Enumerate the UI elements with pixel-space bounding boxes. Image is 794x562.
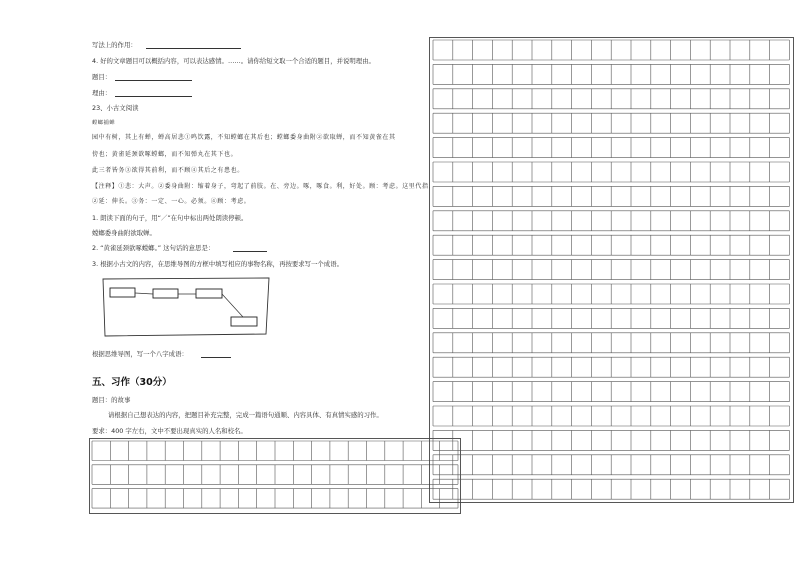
question-4: 4. 好的文章题目可以概括内容，可以表达感情。……。请你给短文取一个合适的题目，并说明理由。 — [92, 57, 375, 65]
essay-grid-right[interactable] — [429, 37, 794, 503]
mind-map-box-1[interactable] — [110, 288, 135, 297]
reason-answer-line[interactable] — [115, 96, 192, 97]
mind-map-box-2[interactable] — [153, 289, 178, 298]
essay-grid-left[interactable] — [89, 438, 461, 514]
classical-title: 螳螂捕蝉 — [92, 120, 116, 126]
classical-line-1: 园中有树，其上有蝉，蝉高居悲①鸣饮露，不知螳螂在其后也；螳螂委身曲附②欲取蝉，而不知黄雀在其 — [92, 134, 396, 141]
reason-label: 理由： — [92, 89, 112, 97]
mind-map-box-4[interactable] — [231, 317, 257, 326]
title-answer-line[interactable] — [115, 80, 192, 81]
classical-line-3: 此三者皆务③欲得其前利，而不顾④其后之有患也。 — [92, 167, 244, 174]
essay-title: 题目：的故事 — [92, 396, 131, 404]
writing-effect-label: 写法上的作用： — [92, 41, 137, 49]
essay-instruction: 请根据自己想表达的内容，把题目补充完整，完成一篇语句通顺、内容具体、有真情实感的习作。 — [108, 411, 383, 419]
classical-line-2: 傍也；黄雀延颈欲啄螳螂，而不知弹丸在其下也。 — [92, 151, 238, 158]
sub-question-1-sentence: 螳螂委身曲附欲取蝉。 — [92, 229, 156, 237]
section-5-heading: 五、习作（30分） — [92, 377, 172, 388]
title-label: 题目： — [92, 73, 112, 81]
question-23: 23、小古文阅读 — [92, 104, 139, 112]
sub-question-3: 3. 根据小古文的内容，在思维导图的方框中填写相应的事物名称，再按要求写一个成语。 — [92, 260, 343, 268]
idiom-prompt: 根据思维导图，写一个八字成语： — [92, 350, 188, 358]
notes-line-1: 【注释】①悲：大声。②委身曲附：缩着身子，弯起了前肢。在、旁边。啄，啄食。利，好处。顾：考虑。这里代指， — [92, 183, 436, 190]
essay-requirement: 要求：400 字左右，文中不要出现真实的人名和校名。 — [92, 427, 247, 435]
idiom-answer-line[interactable] — [201, 357, 231, 358]
mind-map-box-3[interactable] — [196, 289, 222, 298]
sub-question-1: 1. 朗读下面的句子，用“／”在句中标出两处朗读停顿。 — [92, 214, 248, 222]
mind-map — [102, 276, 270, 338]
notes-line-2: ②延：伸长。③务：一定、一心。必须。④顾：考虑。 — [92, 198, 251, 205]
sub-question-2: 2. “黄雀延颈欲啄螳螂。” 这句话的意思是： — [92, 244, 215, 252]
sub-question-2-answer-line[interactable] — [233, 251, 267, 252]
writing-effect-answer-line[interactable] — [146, 48, 241, 49]
